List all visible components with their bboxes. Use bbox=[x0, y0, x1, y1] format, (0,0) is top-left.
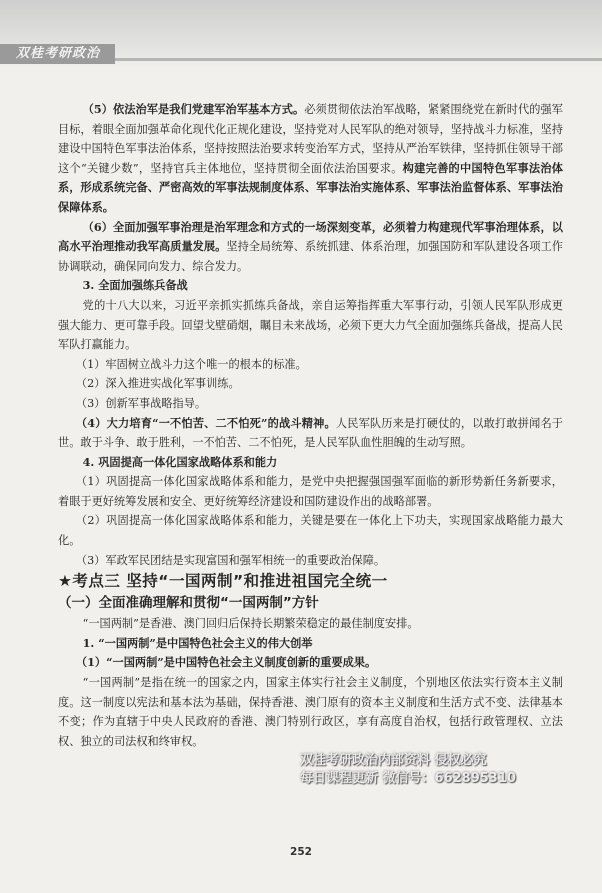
paragraph-rule-of-law: （5）依法治军是我们党建军治军基本方式。必须贯彻依法治军战略，紧紧围绕党在新时代的强军目标，着眼全面加强革命化现代化正规化建设，坚持党对人民军队的绝对领导，坚持战斗力标准，坚持建设中国特色军事法治体系，坚持按照法治要求转变治军方式，坚持从严治军铁律，坚持抓住领导干部这个“关键少数”，坚持官兵主体地位，坚持贯彻全面依法治国要求。构建完善的中国特色军事法治体系，形成系统完备、严密高效的军事法规制度体系、军事法治实施体系、军事法治监督体系、军事法治保障体系。 bbox=[58, 102, 563, 214]
subheading-innovation: 1. “一国两制”是中国特色社会主义的伟大创举 bbox=[82, 635, 313, 650]
section-subtitle: （一）全面准确理解和贯彻“一国两制”方针 bbox=[58, 595, 319, 612]
paragraph-intro: “一国两制”是香港、澳门回归后保持长期繁荣稳定的最佳制度安排。 bbox=[82, 617, 419, 631]
watermark bbox=[300, 752, 600, 788]
header-rule bbox=[115, 58, 602, 61]
page-number: 252 bbox=[290, 846, 312, 858]
list-item: （3）军政军民团结是实现富国和强军相统一的重要政治保障。 bbox=[75, 553, 386, 567]
list-item-fighting-spirit: （4）大力培育“一不怕苦、二不怕死”的战斗精神。人民军队历来是打硬仗的，以敢打敢拼闻名于世。敢于斗争、敢于胜利，一不怕苦、二不怕死，是人民军队血性胆魄的生动写照。 bbox=[58, 415, 563, 450]
watermark-line: 双桂考研政治内部资料 侵权必究 bbox=[300, 753, 487, 768]
paragraph-definition: “一国两制”是指在统一的国家之内，国家主体实行社会主义制度，个别地区依法实行资本主义制度。这一制度以宪法和基本法为基础，保持香港、澳门原有的资本主义制度和生活方式不变、法律基本不变；作为直辖于中央人民政府的香港、澳门特别行政区，享有高度自治权，包括行政管理权、立法权、独立的司法权和终审权。 bbox=[58, 676, 563, 748]
header-title: 双桂考研政治 bbox=[0, 44, 115, 64]
list-item: （2）巩固提高一体化国家战略体系和能力，关键是要在一体化上下功夫，实现国家战略能力最大化。 bbox=[58, 514, 563, 548]
subheading-strategy: 4. 巩固提高一体化国家战略体系和能力 bbox=[82, 454, 278, 469]
page-content bbox=[58, 100, 563, 751]
list-item: （1）巩固提高一体化国家战略体系和能力，是党中央把握强国强军面临的新形势新任务新要求，着眼于更好统筹发展和安全、更好统筹经济建设和国防建设作出的战略部署。 bbox=[58, 475, 563, 508]
list-item: （2）深入推进实战化军事训练。 bbox=[75, 377, 240, 391]
subheading-training: 3. 全面加强练兵备战 bbox=[82, 278, 188, 293]
watermark-line: 每日课程更新 微信号：662895310 bbox=[300, 771, 516, 786]
list-item: （3）创新军事战略指导。 bbox=[75, 396, 207, 410]
paragraph-military-governance: （6）全面加强军事治理是治军理念和方式的一场深刻变革，必须着力构建现代军事治理体系，以高水平治理推动我军高质量发展。坚持全局统筹、系统抓建、体系治理，加强国防和军队建设各项工作协调联动，确保同向发力、综合发力。 bbox=[58, 219, 563, 273]
paragraph-training: 党的十八大以来，习近平亲抓实抓练兵备战，亲自运筹指挥重大军事行动，引领人民军队形成更强大能力、更可靠手段。回望戈壁硝烟，瞩目未来战场，必须下更大力气全面加强练兵备战，提高人民军队打赢能力。 bbox=[58, 298, 563, 352]
section-title-kaodian: ★考点三 坚持“一国两制”和推进祖国完全统一 bbox=[58, 572, 388, 591]
paragraph-lead: （5）依法治军是我们党建军治军基本方式。 bbox=[82, 102, 305, 116]
list-item-bold: （1）“一国两制”是中国特色社会主义制度创新的重要成果。 bbox=[75, 655, 377, 670]
list-item: （1）牢固树立战斗力这个唯一的根本的标准。 bbox=[75, 357, 307, 371]
